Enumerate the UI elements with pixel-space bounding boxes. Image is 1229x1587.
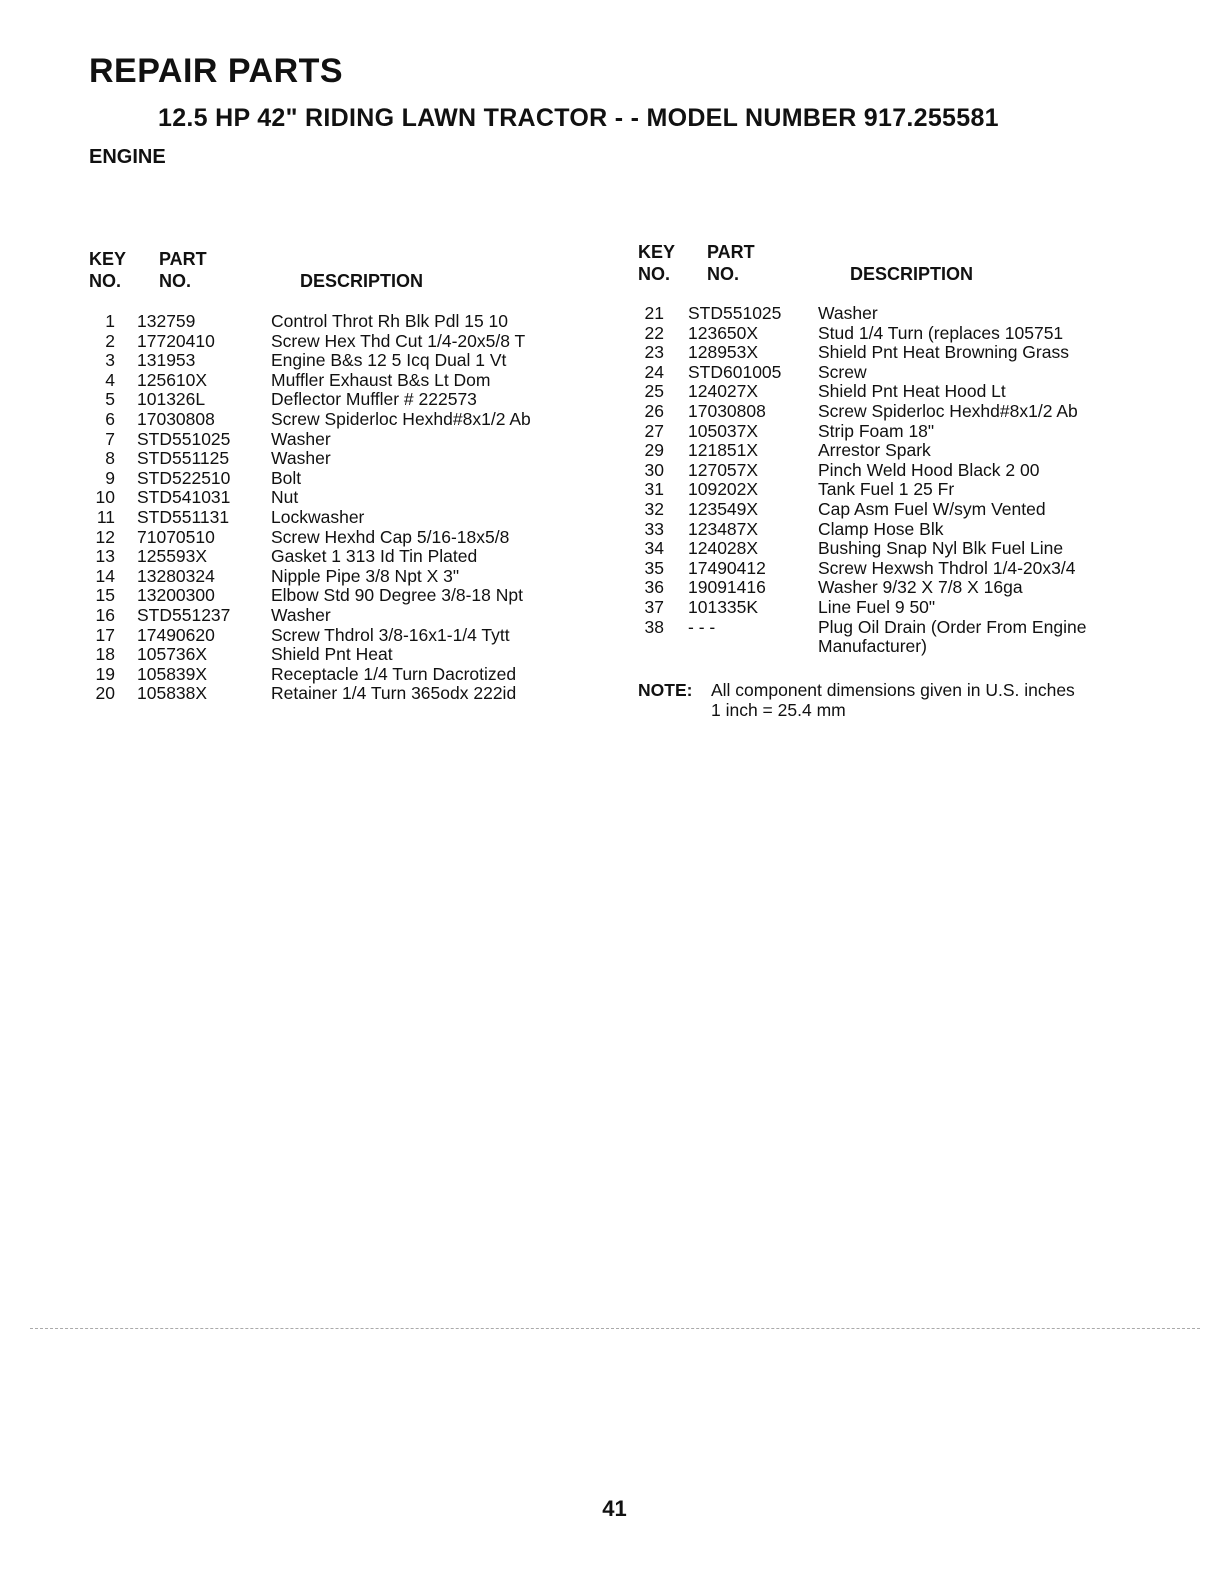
parts-row	[638, 422, 1198, 442]
parts-row	[89, 430, 589, 450]
parts-row	[89, 645, 589, 665]
part-description: Bolt	[271, 467, 302, 488]
part-description: Control Throt Rh Blk Pdl 15 10	[271, 311, 509, 331]
part-number: STD522510	[137, 467, 231, 488]
parts-row	[89, 332, 589, 352]
key-number: 21	[644, 303, 664, 323]
parts-row	[638, 461, 1198, 481]
key-number: 33	[644, 518, 664, 539]
part-number: 127057X	[688, 459, 759, 480]
part-number: 17490620	[137, 624, 215, 645]
key-number: 16	[95, 604, 115, 625]
key-number: 30	[644, 459, 664, 480]
key-number: 25	[644, 381, 664, 402]
parts-row	[638, 618, 1198, 638]
key-number: 17	[95, 624, 115, 645]
key-number: 36	[644, 577, 664, 598]
parts-row	[638, 402, 1198, 422]
parts-row	[638, 578, 1198, 598]
parts-row	[89, 586, 589, 606]
key-number: 11	[96, 506, 115, 527]
parts-row	[89, 351, 589, 371]
key-number: 24	[644, 361, 664, 382]
key-number: 20	[95, 683, 115, 704]
part-description: Engine B&s 12 5 Icq Dual 1 Vt	[271, 350, 507, 371]
part-number: 124028X	[688, 538, 759, 559]
part-number: 123487X	[688, 518, 759, 539]
part-description: Line Fuel 9 50"	[818, 596, 936, 617]
parts-list-left	[89, 312, 589, 704]
key-number: 15	[95, 585, 115, 606]
part-number: STD551237	[137, 604, 231, 625]
key-number: 32	[644, 498, 664, 519]
part-description: Washer	[818, 303, 878, 323]
key-number: 8	[105, 448, 115, 469]
parts-row	[89, 606, 589, 626]
part-description: Screw Spiderloc Hexhd#8x1/2 Ab	[818, 400, 1078, 421]
parts-row	[638, 324, 1198, 344]
description-header-left: DESCRIPTION	[300, 271, 424, 291]
part-number: 131953	[137, 350, 196, 371]
key-number: 10	[95, 487, 115, 508]
parts-row	[638, 304, 1198, 324]
key-number: 26	[644, 400, 664, 421]
part-description: Muffler Exhaust B&s Lt Dom	[271, 369, 491, 390]
part-number: 105037X	[688, 420, 759, 441]
part-description: Clamp Hose Blk	[818, 518, 944, 539]
parts-row	[89, 312, 589, 332]
parts-row	[638, 637, 1198, 657]
part-description: Lockwasher	[271, 506, 365, 527]
part-number: 125593X	[137, 546, 208, 567]
parts-row	[89, 371, 589, 391]
part-description: Arrestor Spark	[818, 440, 931, 461]
part-number: 124027X	[688, 381, 759, 402]
note-label: NOTE:	[638, 680, 693, 700]
part-no-header-right: PART NO.	[707, 242, 755, 284]
key-number: 34	[644, 538, 664, 559]
part-description: Screw Thdrol 3/8-16x1-1/4 Tytt	[271, 624, 510, 645]
note-line-1: All component dimensions given in U.S. inches	[711, 680, 1075, 700]
parts-row	[89, 528, 589, 548]
part-number: 121851X	[688, 440, 759, 461]
part-number: STD551025	[688, 303, 782, 323]
key-no-header-left: KEY NO.	[89, 249, 127, 291]
part-number: 105839X	[137, 663, 208, 684]
key-number: 4	[105, 369, 115, 390]
part-description: Washer	[271, 428, 331, 449]
part-description: Screw Hexwsh Thdrol 1/4-20x3/4	[818, 557, 1076, 578]
key-number: 38	[644, 616, 664, 637]
parts-row	[638, 520, 1198, 540]
part-number: - - -	[688, 616, 716, 637]
part-description: Washer	[271, 604, 331, 625]
part-description: Shield Pnt Heat Browning Grass	[818, 342, 1069, 363]
part-number: 123549X	[688, 498, 759, 519]
parts-row	[89, 488, 589, 508]
note-line-2: 1 inch = 25.4 mm	[711, 700, 846, 720]
part-number: 19091416	[688, 577, 766, 598]
part-description: Screw Spiderloc Hexhd#8x1/2 Ab	[271, 408, 531, 429]
parts-row	[638, 559, 1198, 579]
part-description: Cap Asm Fuel W/sym Vented	[818, 498, 1046, 519]
part-description: Retainer 1/4 Turn 365odx 222id	[271, 683, 517, 704]
section-title: ENGINE	[89, 146, 166, 168]
key-number: 9	[105, 467, 115, 488]
parts-row	[89, 508, 589, 528]
key-number: 2	[105, 330, 115, 351]
key-number: 29	[644, 440, 664, 461]
key-number: 3	[105, 350, 115, 371]
part-number: 123650X	[688, 322, 759, 343]
part-description: Tank Fuel 1 25 Fr	[818, 479, 955, 500]
part-number: STD551025	[137, 428, 231, 449]
part-no-header-left: PART NO.	[159, 249, 207, 291]
part-number: 17490412	[688, 557, 766, 578]
parts-row	[638, 382, 1198, 402]
parts-row	[89, 626, 589, 646]
part-number: 71070510	[137, 526, 215, 547]
part-description: Bushing Snap Nyl Blk Fuel Line	[818, 538, 1064, 559]
key-no-header-right: KEY NO.	[638, 242, 676, 284]
parts-row	[638, 539, 1198, 559]
part-number: 105838X	[137, 683, 208, 704]
part-description: Receptacle 1/4 Turn Dacrotized	[271, 663, 517, 684]
part-number: 17720410	[137, 330, 215, 351]
parts-row	[638, 500, 1198, 520]
part-number: 128953X	[688, 342, 759, 363]
part-number: STD551125	[137, 448, 230, 469]
part-number: 13280324	[137, 565, 215, 586]
part-number: STD601005	[688, 361, 782, 382]
key-number: 19	[95, 663, 115, 684]
key-number: 18	[95, 644, 115, 665]
part-description: Screw Hex Thd Cut 1/4-20x5/8 T	[271, 330, 526, 351]
part-description: Screw Hexhd Cap 5/16-18x5/8	[271, 526, 510, 547]
part-number: STD541031	[137, 487, 231, 508]
parts-list-right	[638, 304, 1198, 657]
parts-row	[638, 480, 1198, 500]
parts-row	[89, 390, 589, 410]
key-number: 23	[644, 342, 664, 363]
part-number: 105736X	[137, 644, 208, 665]
key-number: 6	[105, 408, 115, 429]
page-number: 41	[602, 1496, 627, 1521]
key-number: 35	[644, 557, 664, 578]
part-description: Deflector Muffler # 222573	[271, 389, 477, 410]
part-number: 17030808	[137, 408, 215, 429]
part-description: Plug Oil Drain (Order From Engine	[818, 616, 1087, 637]
parts-row	[89, 567, 589, 587]
parts-row	[638, 343, 1198, 363]
part-description: Screw	[818, 361, 867, 382]
key-number: 12	[95, 526, 115, 547]
part-description: Washer	[271, 448, 331, 469]
part-number: 13200300	[137, 585, 215, 606]
parts-row	[89, 469, 589, 489]
part-description: Shield Pnt Heat	[271, 644, 393, 665]
key-number: 37	[644, 596, 664, 617]
parts-row	[638, 363, 1198, 383]
divider	[30, 1328, 1200, 1329]
part-description: Nut	[271, 487, 299, 508]
key-number: 5	[105, 389, 115, 410]
parts-row	[89, 547, 589, 567]
part-number: STD551131	[137, 506, 230, 527]
part-description: Nipple Pipe 3/8 Npt X 3"	[271, 565, 460, 586]
part-description: Pinch Weld Hood Black 2 00	[818, 459, 1040, 480]
part-number: 17030808	[688, 400, 766, 421]
part-number: 132759	[137, 311, 196, 331]
part-number: 101326L	[137, 389, 206, 410]
parts-row	[89, 449, 589, 469]
parts-row	[638, 441, 1198, 461]
part-description: Strip Foam 18"	[818, 420, 935, 441]
page-title: REPAIR PARTS	[89, 52, 344, 90]
part-description: Stud 1/4 Turn (replaces 105751	[818, 322, 1064, 343]
key-number: 7	[105, 428, 115, 449]
parts-row	[89, 684, 589, 704]
parts-row	[638, 598, 1198, 618]
key-number: 13	[95, 546, 115, 567]
key-number: 1	[105, 311, 115, 331]
part-number: 125610X	[137, 369, 208, 390]
description-header-right: DESCRIPTION	[850, 264, 974, 284]
model-subtitle: 12.5 HP 42" RIDING LAWN TRACTOR - - MODEL NUMBER 917.255581	[158, 104, 999, 132]
part-number: 101335K	[688, 596, 759, 617]
key-number: 31	[644, 479, 664, 500]
part-description: Gasket 1 313 Id Tin Plated	[271, 546, 478, 567]
part-description: Elbow Std 90 Degree 3/8-18 Npt	[271, 585, 523, 606]
parts-row	[89, 410, 589, 430]
key-number: 27	[644, 420, 664, 441]
part-description: Manufacturer)	[818, 636, 927, 657]
parts-row	[89, 665, 589, 685]
key-number: 14	[95, 565, 115, 586]
key-number: 22	[644, 322, 664, 343]
part-description: Washer 9/32 X 7/8 X 16ga	[818, 577, 1023, 598]
part-description: Shield Pnt Heat Hood Lt	[818, 381, 1006, 402]
part-number: 109202X	[688, 479, 759, 500]
